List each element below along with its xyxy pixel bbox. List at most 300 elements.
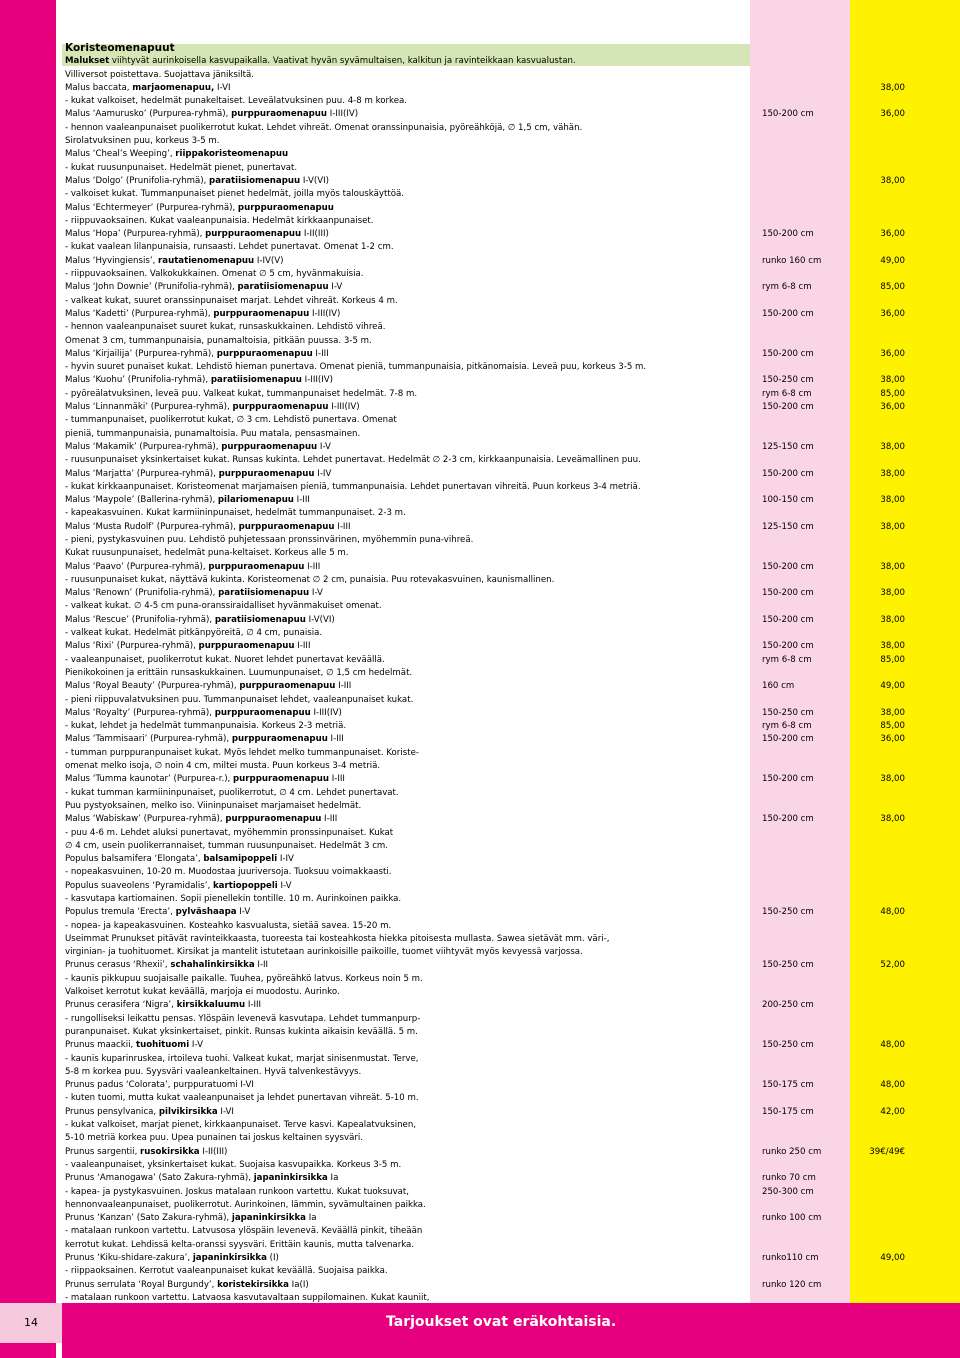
line-text: Prunus cerasifera ‘Nigra’, kirsikkaluumu I-III — [65, 1000, 262, 1011]
line-text: - kuten tuomi, mutta kukat vaaleanpunaiset ja lehdet punertavan vihreät. 5-10 m. — [65, 1093, 419, 1104]
catalog-line — [65, 1199, 950, 1212]
catalog-line — [65, 215, 950, 228]
catalog-line — [65, 614, 950, 627]
catalog-line — [65, 1265, 950, 1278]
size-value: 150-200 cm — [762, 561, 814, 572]
line-text: Malus ‘Kuohu’ (Prunifolia-ryhmä), paratiisiomenapuu I-III(IV) — [65, 375, 334, 386]
price-value: 49,00 — [880, 255, 905, 266]
catalog-line — [65, 707, 950, 720]
catalog-line — [65, 175, 950, 188]
catalog-line — [65, 1053, 950, 1066]
line-text: Malus ‘Hopa’ (Purpurea-ryhmä), purppuraomenapuu I-II(III) — [65, 229, 329, 240]
catalog-line — [65, 1279, 950, 1292]
line-text: kerrotut kukat. Lehdissä kelta-oranssi syysväri. Erittäin kaunis, mutta talvenarka. — [65, 1239, 415, 1250]
catalog-line — [65, 1132, 950, 1145]
line-text: 5-10 metriä korkea puu. Upea punainen tai joskus keltainen syysväri. — [65, 1133, 364, 1144]
catalog-line — [65, 95, 950, 108]
line-text: ∅ 4 cm, usein puolikerrannaiset, tumman ruusunpunaiset. Hedelmät 3 cm. — [65, 840, 389, 851]
common-name: marjaomenapuu, — [132, 82, 215, 93]
size-value: 250-300 cm — [762, 1186, 814, 1197]
line-text: - ruusunpunaiset kukat, näyttävä kukinta. Koristeomenat ∅ 2 cm, punaisia. Puu rotevakasvuinen, kaunismallinen. — [65, 574, 555, 585]
size-value: 125-150 cm — [762, 521, 814, 532]
line-text: Malukset viihtyvät aurinkoisella kasvupaikalla. Vaativat hyvän syvämultaisen, kalkitun ja ravinteikkaan kasvualustan. — [65, 56, 576, 67]
line-text: Malus ‘Kadetti’ (Purpurea-ryhmä), purppuraomenapuu I-III(IV) — [65, 308, 341, 319]
catalog-line — [65, 827, 950, 840]
price-value: 85,00 — [880, 654, 905, 665]
line-text: Malus ‘Kirjailija’ (Purpurea-ryhmä), purppuraomenapuu I-III — [65, 348, 329, 359]
price-value: 38,00 — [880, 468, 905, 479]
size-value: 150-200 cm — [762, 229, 814, 240]
price-value: 38,00 — [880, 707, 905, 718]
section-title — [65, 42, 950, 55]
catalog-line — [65, 1159, 950, 1172]
catalog-line — [65, 1079, 950, 1092]
left-margin-bar — [0, 0, 56, 1358]
line-text: - vaaleanpunaiset, puolikerrotut kukat. Nuoret lehdet punertavat keväällä. — [65, 654, 385, 665]
common-name: kartiopoppeli — [212, 880, 278, 891]
size-value: 100-150 cm — [762, 495, 814, 506]
common-name: riippakoristeomenapuu — [175, 149, 289, 160]
catalog-line — [65, 1239, 950, 1252]
line-text: puranpunaiset. Kukat yksinkertaiset, pinkit. Runsas kukinta aikaisin keväällä. 5 m. — [65, 1026, 418, 1037]
size-value: 150-200 cm — [762, 109, 814, 120]
catalog-line — [65, 1212, 950, 1225]
line-text: - hennon vaaleanpunaiset suuret kukat, runsaskukkainen. Lehdistö vihreä. — [65, 322, 386, 333]
price-value: 49,00 — [880, 1253, 905, 1264]
catalog-line — [65, 853, 950, 866]
line-text: Malus ‘Renown’ (Prunifolia-ryhmä), paratiisiomenapuu I-V — [65, 588, 323, 599]
catalog-line — [65, 188, 950, 201]
line-text: - riippuvaoksainen. Kukat vaaleanpunaisia. Hedelmät kirkkaanpunaiset. — [65, 215, 374, 226]
common-name: purppuraomenapuu — [205, 229, 302, 240]
catalog-line — [65, 1013, 950, 1026]
line-text: Populus tremula ‘Erecta’, pylväshaapa I-V — [65, 907, 251, 918]
price-value: 36,00 — [880, 402, 905, 413]
catalog-line — [65, 627, 950, 640]
line-text: - tumman purppuranpunaiset kukat. Myös lehdet melko tummanpunaiset. Koriste- — [65, 747, 419, 758]
catalog-line — [65, 1119, 950, 1132]
common-name: purppuraomenapuu — [213, 308, 310, 319]
price-value: 85,00 — [880, 388, 905, 399]
line-text: - pieni riippuvalatvuksinen puu. Tummanpunaiset lehdet, vaaleanpunaiset kukat. — [65, 694, 414, 705]
common-name: paratiisiomenapuu — [210, 375, 302, 386]
catalog-line — [65, 640, 950, 653]
common-name: schahalinkirsikka — [170, 960, 255, 971]
catalog-line — [65, 680, 950, 693]
catalog-line — [65, 308, 950, 321]
line-text: - kapeakasvuinen. Kukat karmiininpunaiset, hedelmät tummanpunaiset. 2-3 m. — [65, 508, 406, 519]
catalog-line — [65, 667, 950, 680]
catalog-line — [65, 880, 950, 893]
common-name: purppuraomenapuu — [216, 348, 313, 359]
line-text: - kukat tumman karmiininpunaiset, puolikerrotut, ∅ 4 cm. Lehdet punertavat. — [65, 787, 399, 798]
line-text: Malus ‘Dolgo’ (Prunifolia-ryhmä), paratiisiomenapuu I-V(VI) — [65, 175, 329, 186]
catalog-line — [65, 69, 950, 82]
size-value: 150-250 cm — [762, 1040, 814, 1051]
line-text: - riippuvaoksainen. Valkokukkainen. Omenat ∅ 5 cm, hyvänmakuisia. — [65, 269, 364, 280]
line-text: Malus ‘Marjatta’ (Purpurea-ryhmä), purppuraomenapuu I-IV — [65, 468, 332, 479]
size-value: 150-200 cm — [762, 348, 814, 359]
line-text: pieniä, tummanpunaisia, punamaltoisia. Puu matala, pensasmainen. — [65, 428, 361, 439]
catalog-line — [65, 787, 950, 800]
catalog-line — [65, 946, 950, 959]
size-value: rym 6-8 cm — [762, 388, 812, 399]
line-text: - kukat valkoiset, marjat pienet, kirkkaanpunaiset. Terve kasvi. Kapealatvuksinen, — [65, 1120, 417, 1131]
price-value: 38,00 — [880, 441, 905, 452]
catalog-line — [65, 1092, 950, 1105]
section-title-text: Koristeomenapuut — [65, 42, 175, 54]
line-text: - kapea- ja pystykasvuinen. Joskus matalaan runkoon vartettu. Kukat tuoksuvat, — [65, 1186, 410, 1197]
price-value: 36,00 — [880, 109, 905, 120]
common-name: paratiisiomenapuu — [237, 282, 329, 293]
catalog-line — [65, 840, 950, 853]
catalog-line — [65, 1172, 950, 1185]
line-text: Malus ‘Echtermeyer’ (Purpurea-ryhmä), purppuraomenapuu — [65, 202, 334, 213]
common-name: paratiisiomenapuu — [218, 588, 310, 599]
line-text: Sirolatvuksinen puu, korkeus 3-5 m. — [65, 136, 220, 147]
line-text: - kukat valkoiset, hedelmät punakeltaiset. Leveälatvuksinen puu. 4-8 m korkea. — [65, 96, 407, 107]
common-name: rautatienomenapuu — [158, 255, 255, 266]
catalog-line — [65, 428, 950, 441]
price-value: 38,00 — [880, 495, 905, 506]
price-value: 48,00 — [880, 1040, 905, 1051]
price-value: 38,00 — [880, 521, 905, 532]
size-value: 125-150 cm — [762, 441, 814, 452]
catalog-line — [65, 1225, 950, 1238]
line-text: virginian- ja tuohituomet. Kirsikat ja mantelit istutetaan aurinkoisille paikoille, tuomet viihtyvät myös kevyessä varjossa. — [65, 947, 583, 958]
common-name: japaninkirsikka — [231, 1213, 306, 1224]
catalog-line — [65, 122, 950, 135]
line-text: Malus ‘Aamurusko’ (Purpurea-ryhmä), purppuraomenapuu I-III(IV) — [65, 109, 359, 120]
price-value: 38,00 — [880, 614, 905, 625]
catalog-line — [65, 906, 950, 919]
price-value: 38,00 — [880, 641, 905, 652]
line-text: Prunus pensylvanica, pilvikirsikka I-VI — [65, 1106, 234, 1117]
size-value: 150-250 cm — [762, 907, 814, 918]
common-name: tuohituomi — [135, 1040, 190, 1051]
catalog-line — [65, 55, 950, 68]
price-value: 36,00 — [880, 229, 905, 240]
line-text: Malus ‘Royalty’ (Purpurea-ryhmä), purppuraomenapuu I-III(IV) — [65, 707, 342, 718]
catalog-line — [65, 866, 950, 879]
catalog-line — [65, 773, 950, 786]
price-value: 36,00 — [880, 348, 905, 359]
catalog-line — [65, 388, 950, 401]
size-value: 150-200 cm — [762, 588, 814, 599]
common-name: pylväshaapa — [175, 907, 237, 918]
size-value: 150-200 cm — [762, 814, 814, 825]
line-text: Malus baccata, marjaomenapuu, I-VI — [65, 82, 231, 93]
catalog-line — [65, 933, 950, 946]
line-text: Prunus ‘Amanogawa’ (Sato Zakura-ryhmä), japaninkirsikka Ia — [65, 1173, 339, 1184]
common-name: purppuraomenapuu — [198, 641, 295, 652]
catalog-line — [65, 534, 950, 547]
catalog-line — [65, 481, 950, 494]
price-value: 39€/49€ — [869, 1146, 905, 1157]
size-value: rym 6-8 cm — [762, 282, 812, 293]
catalog-line — [65, 1066, 950, 1079]
size-value: 160 cm — [762, 681, 795, 692]
line-text: - kukat kirkkaanpunaiset. Koristeomenat marjamaisen pieniä, tummanpunaisia. Lehdet punertavan vihreitä. Puun korkeus 3-4 metriä. — [65, 481, 641, 492]
common-name: purppuraomenapuu — [238, 521, 335, 532]
price-value: 38,00 — [880, 814, 905, 825]
common-name: japaninkirsikka — [253, 1173, 328, 1184]
catalog-line — [65, 202, 950, 215]
price-value: 38,00 — [880, 774, 905, 785]
catalog-line — [65, 1252, 950, 1265]
catalog-line — [65, 760, 950, 773]
price-value: 42,00 — [880, 1106, 905, 1117]
size-value: 150-250 cm — [762, 707, 814, 718]
catalog-line — [65, 920, 950, 933]
catalog-line — [65, 374, 950, 387]
price-value: 85,00 — [880, 282, 905, 293]
catalog-line — [65, 361, 950, 374]
line-text: Useimmat Prunukset pitävät ravinteikkaasta, tuoreesta tai kosteahkosta hiekka pitoisesta mullasta. Sawea sietävät mm. väri-, — [65, 933, 610, 944]
catalog-line — [65, 720, 950, 733]
line-text: Malus ‘Paavo’ (Purpurea-ryhmä), purppuraomenapuu I-III — [65, 561, 321, 572]
common-name: paratiisiomenapuu — [214, 614, 306, 625]
catalog-content — [65, 42, 950, 1305]
line-text: - tummanpunaiset, puolikerrotut kukat, ∅ 3 cm. Lehdistö punertava. Omenat — [65, 415, 397, 426]
line-text: Populus suaveolens ‘Pyramidalis’, kartiopoppeli I-V — [65, 880, 292, 891]
line-text: Malus ‘Hyvingiensis’, rautatienomenapuu I-IV(V) — [65, 255, 284, 266]
common-name: purppuraomenapuu — [221, 441, 318, 452]
line-text: - nopeakasvuinen, 10-20 m. Muodostaa juuriversoja. Tuoksuu voimakkaasti. — [65, 867, 392, 878]
catalog-line — [65, 348, 950, 361]
catalog-line — [65, 401, 950, 414]
catalog-line — [65, 335, 950, 348]
price-value: 48,00 — [880, 907, 905, 918]
line-text: - hennon vaaleanpunaiset puolikerrotut kukat. Lehdet vihreät. Omenat oranssinpunaisia, pyöreähköjä, ∅ 1,5 cm, vähän. — [65, 122, 583, 133]
price-value: 38,00 — [880, 175, 905, 186]
size-value: 150-175 cm — [762, 1080, 814, 1091]
line-text: Puu pystyoksainen, melko iso. Viininpunaiset marjamaiset hedelmät. — [65, 800, 362, 811]
size-value: 200-250 cm — [762, 1000, 814, 1011]
price-value: 38,00 — [880, 561, 905, 572]
catalog-line — [65, 561, 950, 574]
catalog-line — [65, 1026, 950, 1039]
catalog-line — [65, 228, 950, 241]
line-text: - kaunis pikkupuu suojaisalle paikalle. Tuuhea, pyöreähkö latvus. Korkeus noin 5 m. — [65, 973, 423, 984]
line-text: Malus ‘Tammisaari’ (Purpurea-ryhmä), purppuraomenapuu I-III — [65, 734, 344, 745]
catalog-line — [65, 959, 950, 972]
size-value: rym 6-8 cm — [762, 654, 812, 665]
common-name: purppuraomenapuu — [233, 774, 329, 785]
price-value: 38,00 — [880, 588, 905, 599]
catalog-line — [65, 108, 950, 121]
catalog-line — [65, 547, 950, 560]
price-value: 85,00 — [880, 721, 905, 732]
price-value: 52,00 — [880, 960, 905, 971]
line-text: - pieni, pystykasvuinen puu. Lehdistö puhjetessaan pronssinvärinen, myöhemmin puna-vihreä. — [65, 534, 474, 545]
catalog-line — [65, 600, 950, 613]
catalog-line — [65, 521, 950, 534]
size-value: runko 250 cm — [762, 1146, 822, 1157]
common-name: purppuraomenapuu — [231, 109, 328, 120]
line-text: Valkoiset kerrotut kukat keväällä, marjoja ei muodostu. Aurinko. — [65, 987, 340, 998]
line-text: - ruusunpunaiset yksinkertaiset kukat. Runsas kukinta. Lehdet punertavat. Hedelmät ∅ 2-3 cm, kirkkaanpunaisia. Leveämallinen puu. — [65, 455, 641, 466]
common-name: purppuraomenapuu — [237, 202, 334, 213]
common-name: purppuraomenapuu — [232, 402, 329, 413]
line-text: - kukat, lehdet ja hedelmät tummanpunaisia. Korkeus 2-3 metriä. — [65, 721, 347, 732]
line-text: - hyvin suuret punaiset kukat. Lehdistö hieman punertava. Omenat pieniä, tummanpunaisia, pitkänomaisia. Leveä puu, korkeus 3-5 m. — [65, 362, 647, 373]
price-value: 36,00 — [880, 308, 905, 319]
common-name: pilariomenapuu — [217, 495, 294, 506]
line-text: Prunus cerasus ‘Rhexii’, schahalinkirsikka I-II — [65, 960, 269, 971]
common-name: purppuraomenapuu — [214, 707, 311, 718]
catalog-line — [65, 813, 950, 826]
common-name: purppuraomenapuu — [239, 681, 336, 692]
line-text: Prunus serrulata ‘Royal Burgundy’, koristekirsikka Ia(I) — [65, 1279, 309, 1290]
catalog-line — [65, 162, 950, 175]
catalog-line — [65, 135, 950, 148]
size-value: runko 160 cm — [762, 255, 822, 266]
line-text: Omenat 3 cm, tummanpunaisia, punamaltoisia, pitkään puussa. 3-5 m. — [65, 335, 372, 346]
common-name: paratiisiomenapuu — [209, 175, 301, 186]
line-text: Malus ‘Rixi’ (Purpurea-ryhmä), purppuraomenapuu I-III — [65, 641, 311, 652]
catalog-line — [65, 747, 950, 760]
size-value: 150-200 cm — [762, 308, 814, 319]
size-value: 150-200 cm — [762, 468, 814, 479]
size-value: runko110 cm — [762, 1253, 819, 1264]
catalog-line — [65, 694, 950, 707]
common-name: japaninkirsikka — [192, 1253, 267, 1264]
catalog-line — [65, 574, 950, 587]
size-value: runko 70 cm — [762, 1173, 816, 1184]
line-text: Populus balsamifera ‘Elongata’, balsamipoppeli I-IV — [65, 854, 294, 865]
catalog-line — [65, 1039, 950, 1052]
catalog-line — [65, 414, 950, 427]
catalog-line — [65, 241, 950, 254]
line-text: Malus ‘Musta Rudolf’ (Purpurea-ryhmä), purppuraomenapuu I-III — [65, 521, 351, 532]
price-value: 36,00 — [880, 734, 905, 745]
catalog-line — [65, 1146, 950, 1159]
common-name: rusokirsikka — [140, 1146, 200, 1157]
common-name: purppuraomenapuu — [225, 814, 322, 825]
common-name: balsamipoppeli — [203, 854, 278, 865]
line-text: Pienikokoinen ja erittäin runsaskukkainen. Luumunpunaiset, ∅ 1,5 cm hedelmät. — [65, 667, 413, 678]
line-text: Kukat ruusunpunaiset, hedelmät puna-keltaiset. Korkeus alle 5 m. — [65, 548, 349, 559]
common-name: koristekirsikka — [217, 1279, 289, 1290]
catalog-line — [65, 587, 950, 600]
line-text: Malus ‘Wabiskaw’ (Purpurea-ryhmä), purppuraomenapuu I-III — [65, 814, 338, 825]
catalog-line — [65, 654, 950, 667]
line-text: - puu 4-6 m. Lehdet aluksi punertavat, myöhemmin pronssinpunaiset. Kukat — [65, 827, 394, 838]
common-name: kirsikkaluumu — [176, 1000, 246, 1011]
line-text: Malus ‘Maypole’ (Ballerina-ryhmä), pilariomenapuu I-III — [65, 495, 310, 506]
line-text: - kukat ruusunpunaiset. Hedelmät pienet, punertavat. — [65, 162, 298, 173]
catalog-line — [65, 468, 950, 481]
line-text: Malus ‘Royal Beauty’ (Purpurea-ryhmä), purppuraomenapuu I-III — [65, 681, 352, 692]
size-value: 150-250 cm — [762, 960, 814, 971]
line-text: hennonvaaleanpunaiset, puolikerrotut. Aurinkoinen, lämmin, syvämultainen paikka. — [65, 1199, 426, 1210]
catalog-line — [65, 255, 950, 268]
size-value: 150-200 cm — [762, 614, 814, 625]
line-text: - matalaan runkoon vartettu. Latvusosa ylöspäin levenevä. Keväällä pinkit, tiheään — [65, 1226, 423, 1237]
price-value: 38,00 — [880, 82, 905, 93]
size-value: 150-200 cm — [762, 402, 814, 413]
size-value: 150-200 cm — [762, 641, 814, 652]
line-text: - matalaan runkoon vartettu. Latvaosa kasvutavaltaan suppilomainen. Kukat kauniit, — [65, 1292, 430, 1303]
line-text: Prunus ‘Kanzan’ (Sato Zakura-ryhmä), japaninkirsikka Ia — [65, 1213, 317, 1224]
size-value: 150-175 cm — [762, 1106, 814, 1117]
size-value: 150-200 cm — [762, 734, 814, 745]
line-text: Prunus ‘Kiku-shidare-zakura’, japaninkirsikka (I) — [65, 1253, 279, 1264]
common-name: purppuraomenapuu — [218, 468, 315, 479]
catalog-line — [65, 321, 950, 334]
size-value: rym 6-8 cm — [762, 721, 812, 732]
line-text: - kasvutapa kartiomainen. Sopii pienellekin tontille. 10 m. Aurinkoinen paikka. — [65, 894, 402, 904]
catalog-line — [65, 441, 950, 454]
catalog-line — [65, 494, 950, 507]
footer-bar — [62, 1303, 960, 1358]
catalog-line — [65, 295, 950, 308]
line-text: Malus ‘Linnanmäki’ (Purpurea-ryhmä), purppuraomenapuu I-III(IV) — [65, 402, 360, 413]
catalog-line — [65, 148, 950, 161]
catalog-line — [65, 893, 950, 906]
line-text: - pyöreälatvuksinen, leveä puu. Valkeat kukat, tummanpunaiset hedelmät. 7-8 m. — [65, 388, 418, 399]
catalog-line — [65, 800, 950, 813]
price-value: 48,00 — [880, 1080, 905, 1091]
line-text: - valkeat kukat, suuret oranssinpunaiset marjat. Lehdet vihreät. Korkeus 4 m. — [65, 295, 398, 306]
line-text: - riippaoksainen. Kerrotut vaaleanpunaiset kukat keväällä. Suojaisa paikka. — [65, 1266, 388, 1277]
footer-note: Tarjoukset ovat eräkohtaisia. — [386, 1314, 617, 1330]
catalog-line — [65, 281, 950, 294]
catalog-line — [65, 1106, 950, 1119]
price-value: 38,00 — [880, 375, 905, 386]
line-text: Malus ‘Tumma kaunotar’ (Purpurea-r.), purppuraomenapuu I-III — [65, 774, 345, 785]
size-value: runko 100 cm — [762, 1213, 822, 1224]
line-text: Prunus sargentii, rusokirsikka I-II(III) — [65, 1146, 228, 1157]
catalog-line — [65, 973, 950, 986]
line-text: Malus ‘John Downie’ (Prunifolia-ryhmä), paratiisiomenapuu I-V — [65, 282, 343, 293]
common-name: purppuraomenapuu — [231, 734, 328, 745]
line-text: Villiversot poistettava. Suojattava jäniksiltä. — [65, 69, 255, 80]
line-text: Malus ‘Rescue’ (Prunifolia-ryhmä), paratiisiomenapuu I-V(VI) — [65, 614, 335, 625]
catalog-line — [65, 82, 950, 95]
catalog-line — [65, 454, 950, 467]
catalog-line — [65, 507, 950, 520]
catalog-line — [65, 268, 950, 281]
line-text: - valkeat kukat. Hedelmät pitkänpyöreitä, ∅ 4 cm, punaisia. — [65, 628, 323, 639]
line-text: Prunus maackii, tuohituomi I-V — [65, 1040, 203, 1051]
common-name: purppuraomenapuu — [208, 561, 305, 572]
catalog-line — [65, 733, 950, 746]
line-text: - valkeat kukat. ∅ 4-5 cm puna-oranssiraidalliset hyvänmakuiset omenat. — [65, 601, 382, 612]
common-name: Malukset — [65, 56, 110, 67]
line-text: 5-8 m korkea puu. Syysväri vaaleankeltainen. Hyvä talvenkestävyys. — [65, 1066, 362, 1077]
catalog-line — [65, 999, 950, 1012]
common-name: pilvikirsikka — [158, 1106, 218, 1117]
catalog-line — [65, 1292, 950, 1305]
catalog-rows — [65, 55, 950, 1305]
line-text: - vaaleanpunaiset, yksinkertaiset kukat. Suojaisa kasvupaikka. Korkeus 3-5 m. — [65, 1159, 402, 1170]
line-text: - kaunis kuparinruskea, irtoileva tuohi. Valkeat kukat, marjat sinisenmustat. Terve, — [65, 1053, 419, 1064]
price-value: 49,00 — [880, 681, 905, 692]
line-text: Malus ‘Makamik’ (Purpurea-ryhmä), purppuraomenapuu I-V — [65, 441, 331, 452]
size-value: 150-200 cm — [762, 774, 814, 785]
size-value: runko 120 cm — [762, 1279, 822, 1290]
catalog-line — [65, 986, 950, 999]
line-text: - kukat vaalean lilanpunaisia, runsaasti. Lehdet punertavat. Omenat 1-2 cm. — [65, 242, 394, 253]
page-number: 14 — [24, 1316, 38, 1329]
catalog-line — [65, 1186, 950, 1199]
size-value: 150-250 cm — [762, 375, 814, 386]
line-text: omenat melko isoja, ∅ noin 4 cm, miltei musta. Puun korkeus 3-4 metriä. — [65, 761, 381, 772]
line-text: - nopea- ja kapeakasvuinen. Kosteahko kasvualusta, sietää savea. 15-20 m. — [65, 920, 392, 931]
line-text: Malus ‘Cheal’s Weeping’, riippakoristeomenapuu — [65, 149, 289, 160]
